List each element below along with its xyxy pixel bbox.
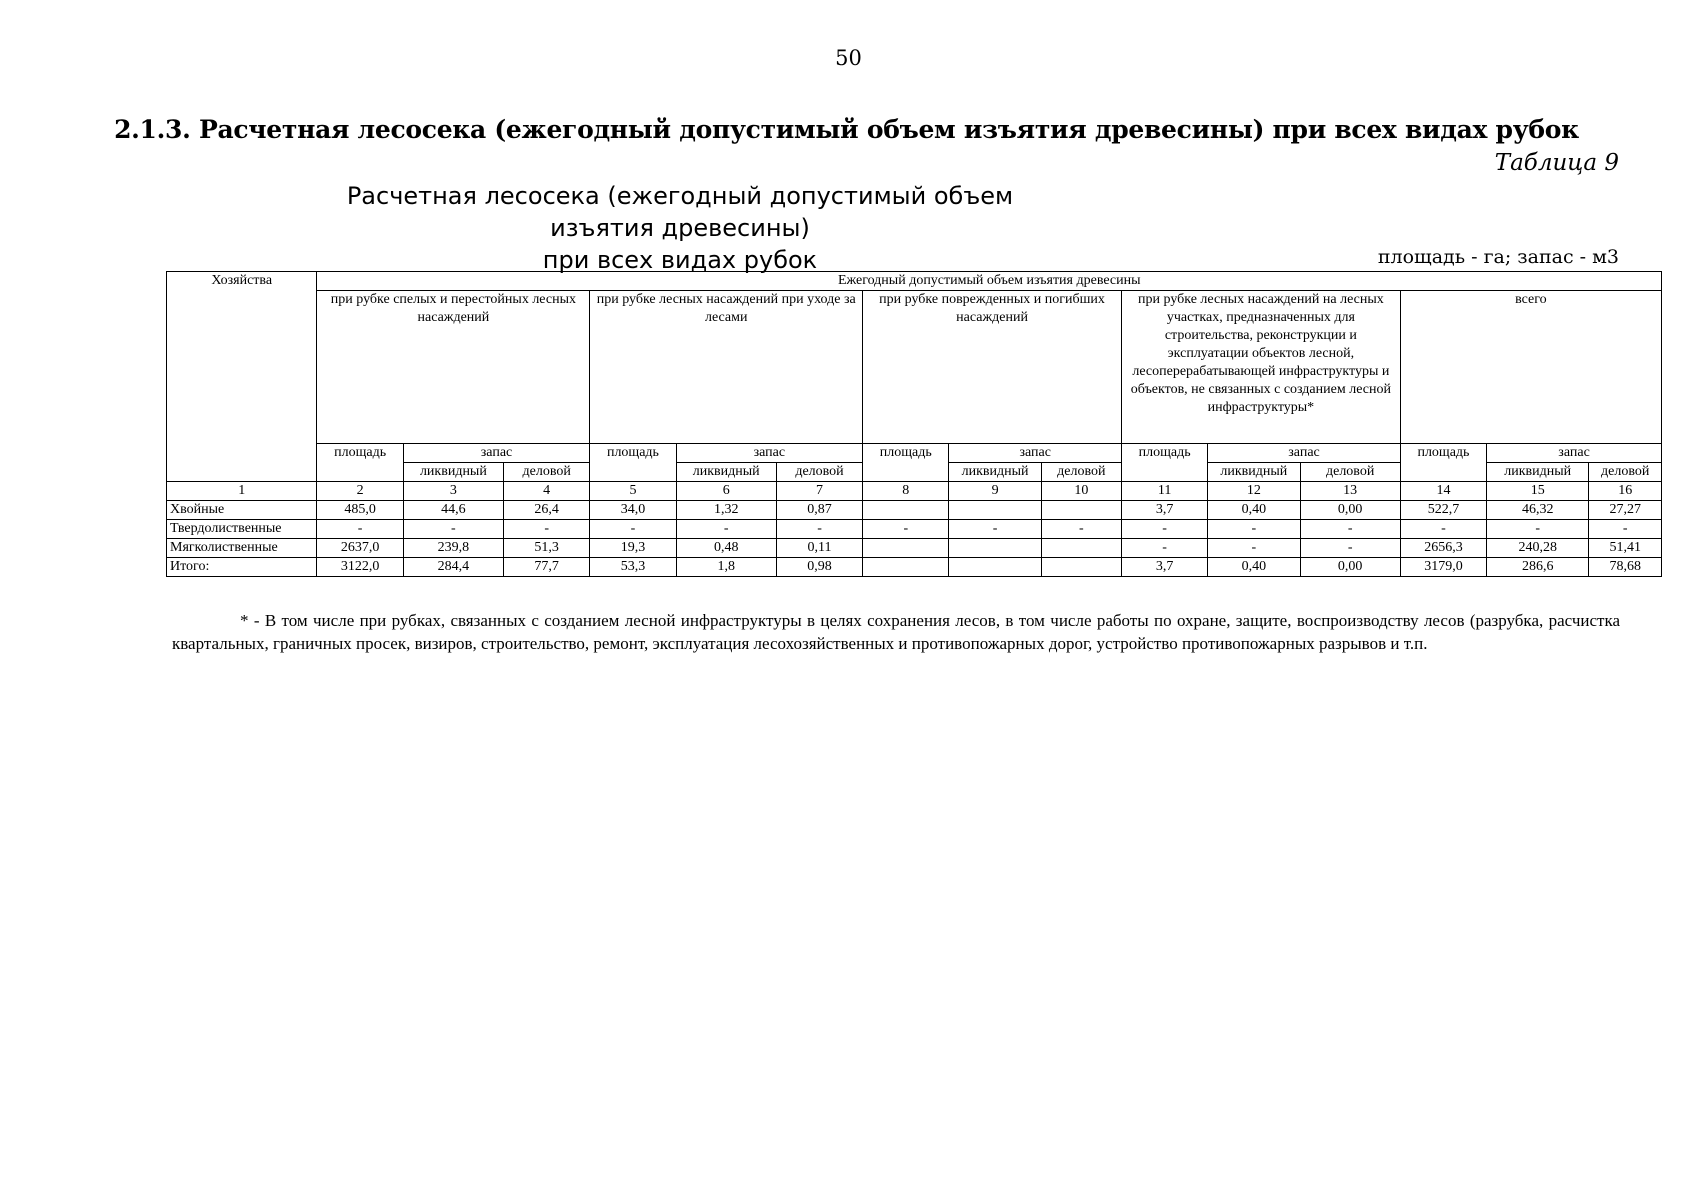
column-number: 7 [776,482,862,501]
column-number: 8 [863,482,949,501]
table-cell: 26,4 [504,501,590,520]
table-number: Таблица 9 [1494,150,1619,176]
table-cell: - [776,520,862,539]
column-number-row [167,482,1662,501]
column-number: 15 [1487,482,1589,501]
table-cell: 0,48 [676,539,776,558]
table-cell: 286,6 [1487,558,1589,577]
table-cell [949,558,1041,577]
header-business: деловой [776,463,862,482]
table-cell: - [1208,539,1300,558]
table-cell: - [1300,520,1400,539]
header-stock: запас [1487,444,1662,463]
header-row-2 [167,291,1662,444]
table-cell: - [317,520,403,539]
header-annual-volume: Ежегодный допустимый объем изъятия древесины [317,272,1662,291]
header-group-mature: при рубке спелых и перестойных лесных насаждений [317,291,590,444]
header-liquid: ликвидный [676,463,776,482]
header-business: деловой [1041,463,1121,482]
header-liquid: ликвидный [949,463,1041,482]
table-cell: 0,40 [1208,501,1300,520]
table-cell: - [590,520,676,539]
column-number: 13 [1300,482,1400,501]
table-title [330,180,1030,276]
table-cell [1041,539,1121,558]
column-number: 10 [1041,482,1121,501]
table-cell: 2656,3 [1400,539,1486,558]
table-cell: - [504,520,590,539]
table-cell: - [403,520,503,539]
column-number: 1 [167,482,317,501]
table-cell: 0,00 [1300,558,1400,577]
table-cell [1041,501,1121,520]
table-cell: 78,68 [1589,558,1662,577]
header-stock: запас [949,444,1122,463]
table-cell: 19,3 [590,539,676,558]
table-cell: 284,4 [403,558,503,577]
header-group-care: при рубке лесных насаждений при уходе за лесами [590,291,863,444]
header-business: деловой [1589,463,1662,482]
table-cell: - [676,520,776,539]
table-cell: 0,00 [1300,501,1400,520]
table-row [167,558,1662,577]
table-cell: 1,32 [676,501,776,520]
table-cell: 0,40 [1208,558,1300,577]
header-area: площадь [317,444,403,482]
table-cell: - [1487,520,1589,539]
table-cell [949,539,1041,558]
header-liquid: ликвидный [403,463,503,482]
table-cell: 77,7 [504,558,590,577]
row-label: Хвойные [167,501,317,520]
row-label: Твердолиственные [167,520,317,539]
table-cell: - [949,520,1041,539]
header-business: деловой [504,463,590,482]
header-row-1 [167,272,1662,291]
table-cell: - [1589,520,1662,539]
header-area: площадь [1400,444,1486,482]
column-number: 12 [1208,482,1300,501]
table-cell: 240,28 [1487,539,1589,558]
header-area: площадь [1121,444,1207,482]
footnote: * - В том числе при рубках, связанных с созданием лесной инфраструктуры в целях сохранения лесов, в том числе работы по охране, защите, воспроизводству лесов (разрубка, расчистка квартальных, граничных просек, визиров, строительство, ремонт, эксплуатация лесохозяйственных и противопожарных дорог, устройство противопожарных разрывов и т.п. [172,611,1620,653]
table-cell: 0,87 [776,501,862,520]
table-cell: 27,27 [1589,501,1662,520]
table-cell: - [1300,539,1400,558]
table-cell: 3,7 [1121,558,1207,577]
table-cell: - [1121,539,1207,558]
table-cell: - [1208,520,1300,539]
header-group-damaged: при рубке поврежденных и погибших насаждений [863,291,1122,444]
column-number: 6 [676,482,776,501]
section-heading-text: 2.1.3. Расчетная лесосека (ежегодный допустимый объем изъятия древесины) при всех видах рубок [114,115,1579,144]
column-number: 14 [1400,482,1486,501]
table-cell: 522,7 [1400,501,1486,520]
table-cell: 34,0 [590,501,676,520]
header-stock: запас [676,444,863,463]
header-group-total: всего [1400,291,1661,444]
page-number: 50 [835,46,862,70]
table-title-line-2: при всех видах рубок [542,246,818,274]
table-cell: 46,32 [1487,501,1589,520]
section-heading [0,115,1697,144]
header-area: площадь [590,444,676,482]
header-area: площадь [863,444,949,482]
header-liquid: ликвидный [1208,463,1300,482]
column-number: 3 [403,482,503,501]
table-cell: 3122,0 [317,558,403,577]
table-cell: - [1400,520,1486,539]
table-cell: 44,6 [403,501,503,520]
header-row-3 [167,444,1662,463]
table-cell [1041,558,1121,577]
table-cell: 239,8 [403,539,503,558]
table-cell: 485,0 [317,501,403,520]
table-cell: 1,8 [676,558,776,577]
row-label: Итого: [167,558,317,577]
table-cell [863,558,949,577]
table-row [167,501,1662,520]
header-farm: Хозяйства [167,272,317,482]
table-cell: 0,11 [776,539,862,558]
header-business: деловой [1300,463,1400,482]
units-note: площадь - га; запас - м3 [1377,246,1619,268]
table-cell: - [863,520,949,539]
row-label: Мягколиственные [167,539,317,558]
column-number: 2 [317,482,403,501]
table-cell: - [1121,520,1207,539]
column-number: 16 [1589,482,1662,501]
table-cell [863,501,949,520]
table-row [167,539,1662,558]
table-cell: 51,41 [1589,539,1662,558]
table-title-line-1: Расчетная лесосека (ежегодный допустимый объем изъятия древесины) [346,182,1014,242]
header-group-infrastructure: при рубке лесных насаждений на лесных участках, предназначенных для строительства, реконструкции и эксплуатации объектов лесной, лесоперерабатывающей инфраструктуры и объектов, не связанных с созданием лесной инфраструктуры* [1121,291,1400,444]
table-cell: 2637,0 [317,539,403,558]
table-cell: 51,3 [504,539,590,558]
table-cell [863,539,949,558]
table-cell: 3179,0 [1400,558,1486,577]
table-row [167,520,1662,539]
table-cell: 3,7 [1121,501,1207,520]
header-stock: запас [1208,444,1401,463]
table-cell [949,501,1041,520]
header-liquid: ликвидный [1487,463,1589,482]
table-cell: - [1041,520,1121,539]
column-number: 9 [949,482,1041,501]
table-cell: 53,3 [590,558,676,577]
allowable-cut-table [166,271,1662,577]
header-stock: запас [403,444,590,463]
table-cell: 0,98 [776,558,862,577]
column-number: 5 [590,482,676,501]
column-number: 4 [504,482,590,501]
column-number: 11 [1121,482,1207,501]
